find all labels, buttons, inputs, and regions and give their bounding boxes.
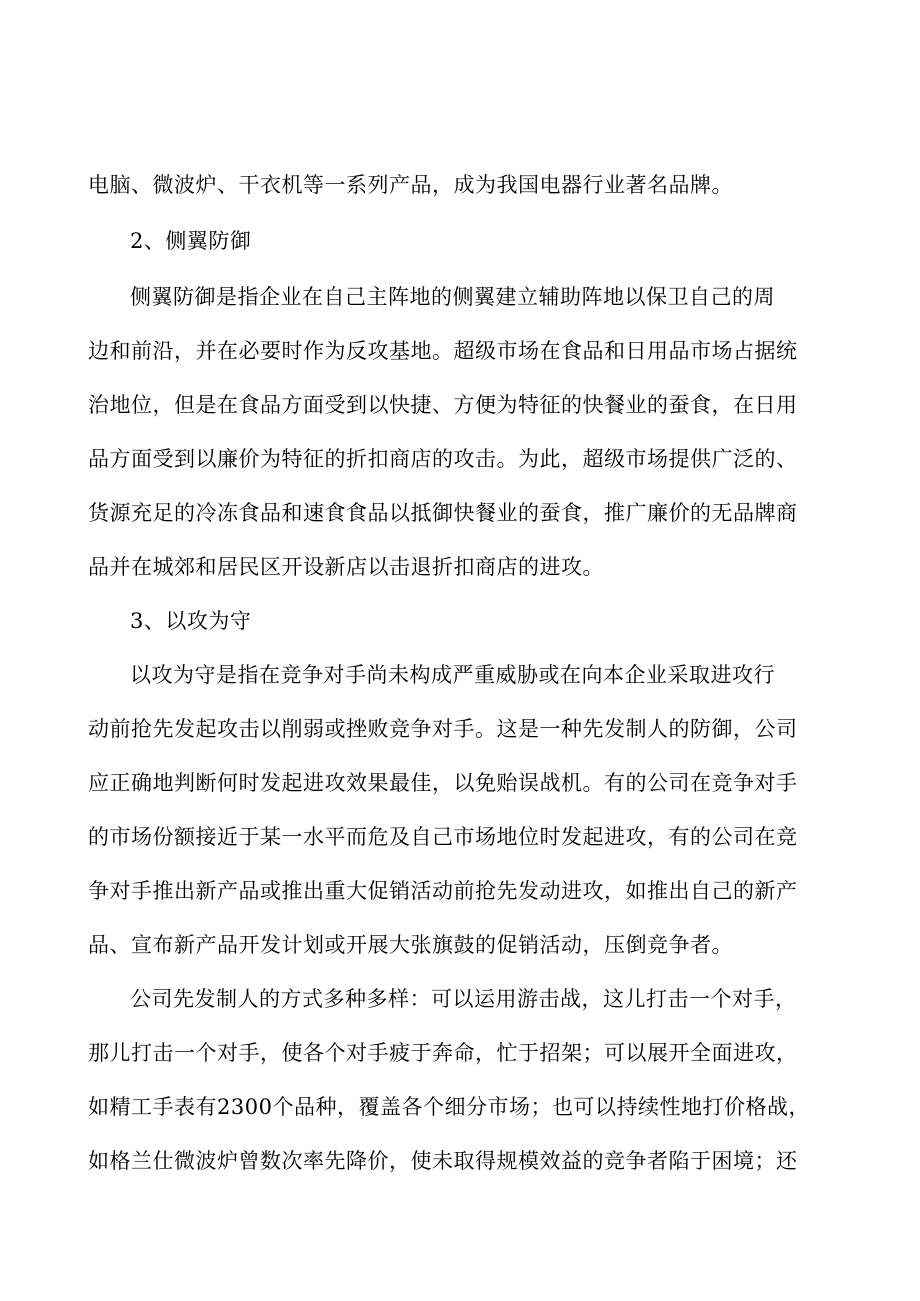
text-line: 的市场份额接近于某一水平而危及自己市场地位时发起进攻，有的公司在竞 — [88, 825, 798, 849]
text-line: 电脑、微波炉、干衣机等一系列产品，成为我国电器行业著名品牌。 — [88, 173, 733, 197]
text-line: 应正确地判断何时发起进攻效果最佳，以免贻误战机。有的公司在竞争对手 — [88, 771, 798, 795]
text-line: 货源充足的冷冻食品和速食食品以抵御快餐业的蚕食，推广廉价的无品牌商 — [88, 501, 798, 525]
text-line: 如格兰仕微波炉曾数次率先降价，使未取得规模效益的竞争者陷于困境；还 — [88, 1149, 798, 1173]
text-line: 那儿打击一个对手，使各个对手疲于奔命，忙于招架；可以展开全面进攻， — [88, 1041, 798, 1065]
text-line: 品、宣布新产品开发计划或开展大张旗鼓的促销活动，压倒竞争者。 — [88, 933, 733, 957]
text-line: 品方面受到以廉价为特征的折扣商店的攻击。为此，超级市场提供广泛的、 — [88, 447, 798, 471]
section-heading: 2、侧翼防御 — [130, 229, 252, 253]
text-line: 如精工手表有2300个品种，覆盖各个细分市场；也可以持续性地打价格战， — [88, 1095, 810, 1119]
text-line: 公司先发制人的方式多种多样：可以运用游击战，这儿打击一个对手， — [130, 987, 797, 1011]
text-line: 以攻为守是指在竞争对手尚未构成严重威胁或在向本企业采取进攻行 — [130, 663, 775, 687]
text-line: 争对手推出新产品或推出重大促销活动前抢先发动进攻，如推出自己的新产 — [88, 879, 798, 903]
section-heading: 3、以攻为守 — [130, 609, 252, 633]
text-line: 侧翼防御是指企业在自己主阵地的侧翼建立辅助阵地以保卫自己的周 — [130, 285, 775, 309]
text-line: 品并在城郊和居民区开设新店以击退折扣商店的进攻。 — [88, 555, 604, 579]
text-line: 动前抢先发起攻击以削弱或挫败竞争对手。这是一种先发制人的防御，公司 — [88, 717, 798, 741]
text-line: 边和前沿，并在必要时作为反攻基地。超级市场在食品和日用品市场占据统 — [88, 339, 798, 363]
text-line: 治地位，但是在食品方面受到以快捷、方便为特征的快餐业的蚕食，在日用 — [88, 393, 798, 417]
